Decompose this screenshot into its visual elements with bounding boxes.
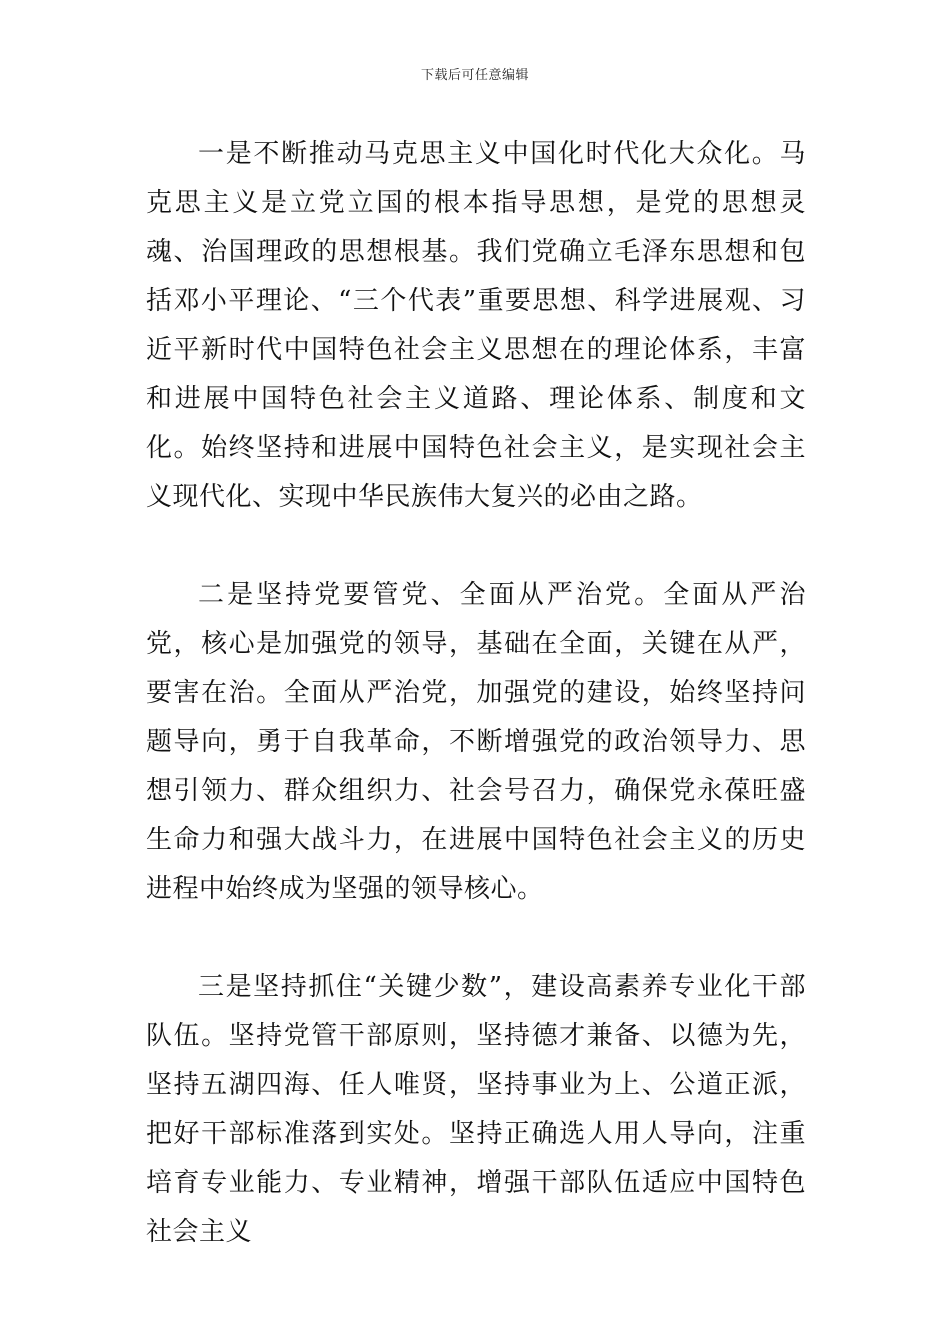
paragraph-1: 一是不断推动马克思主义中国化时代化大众化。马克思主义是立党立国的根本指导思想，是党的思想灵魂、治国理政的思想根基。我们党确立毛泽东思想和包括邓小平理论、“三个代表”重要思想、科学进展观、习近平新时代中国特色社会主义思想在的理论体系，丰富和进展中国特色社会主义道路、理论体系、制度和文化。始终坚持和进展中国特色社会主义，是实现社会主义现代化、实现中华民族伟大复兴的必由之路。 — [146, 139, 806, 512]
paragraph-2: 二是坚持党要管党、全面从严治党。全面从严治党，核心是加强党的领导，基础在全面，关键在从严，要害在治。全面从严治党，加强党的建设，始终坚持问题导向，勇于自我革命，不断增强党的政治领导力、思想引领力、群众组织力、社会号召力，确保党永葆旺盛生命力和强大战斗力，在进展中国特色社会主义的历史进程中始终成为坚强的领导核心。 — [146, 580, 806, 904]
document-body — [146, 130, 806, 1257]
page-header-note: 下载后可任意编辑 — [420, 68, 529, 83]
paragraph-3: 三是坚持抓住“关键少数”，建设高素养专业化干部队伍。坚持党管干部原则，坚持德才兼备、以德为先，坚持五湖四海、任人唯贤，坚持事业为上、公道正派，把好干部标准落到实处。坚持正确选人用人导向，注重培育专业能力、专业精神，增强干部队伍适应中国特色社会主义 — [146, 972, 806, 1247]
